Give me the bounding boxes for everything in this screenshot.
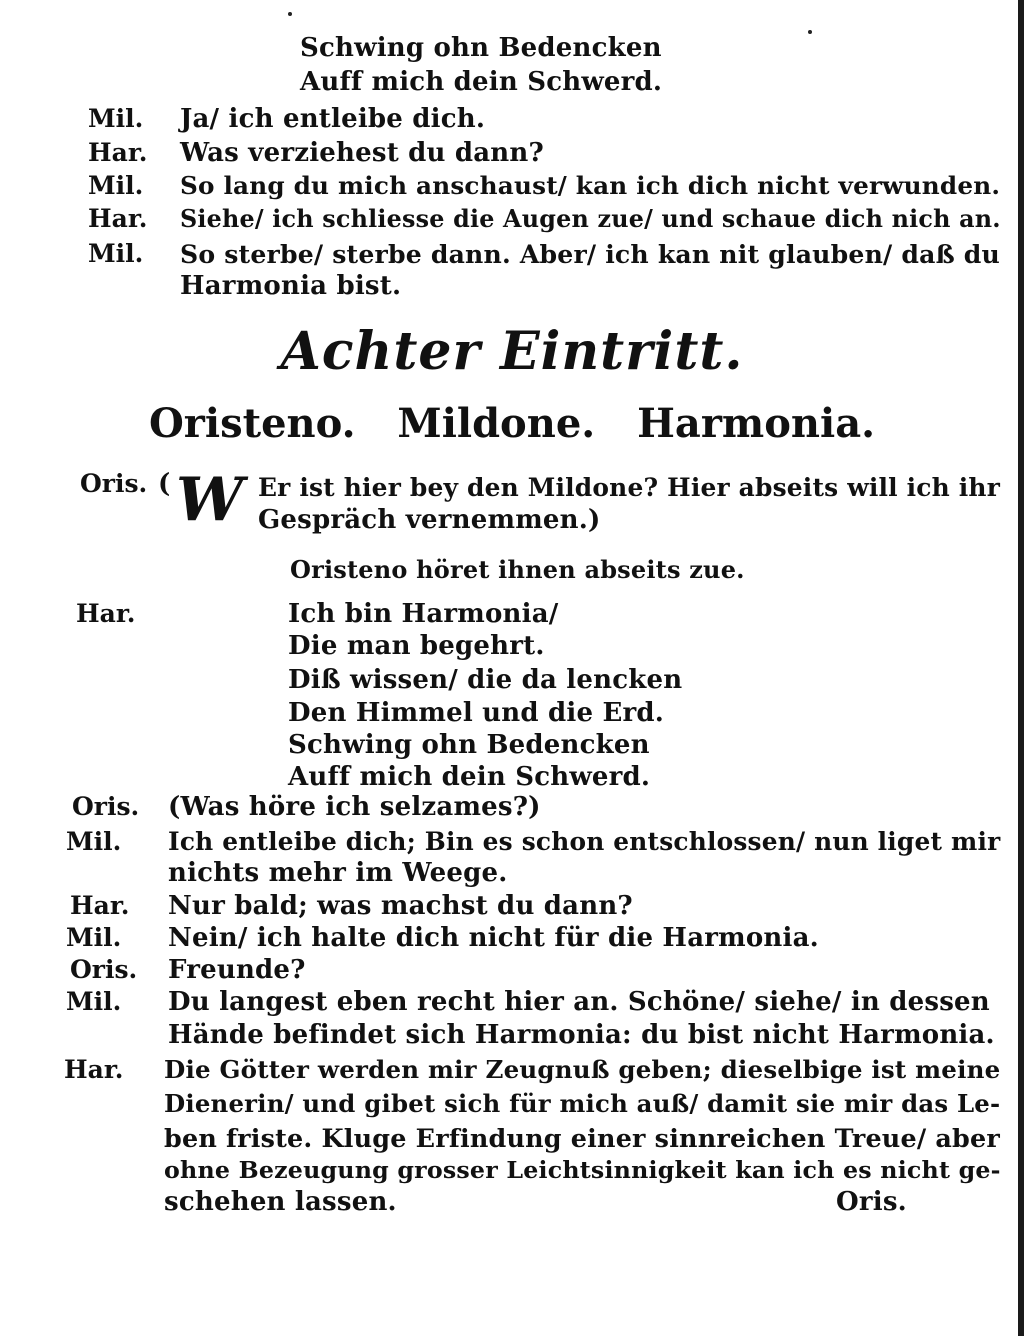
verse-line: Schwing ohn Bedencken <box>300 33 662 63</box>
verse-line: Auff mich dein Schwerd. <box>288 762 651 792</box>
dialogue-line: Harmonia bist. <box>180 271 402 301</box>
dramatis-personae: Oristeno. Mildone. Harmonia. <box>148 400 876 447</box>
dialogue-line: ohne Bezeugung grosser Leichtsinnigkeit kan ich es nicht ge- <box>164 1156 1001 1184</box>
speaker-label: Mil. <box>88 171 144 200</box>
dialogue-line: Hände befindet sich Harmonia: du bist nicht Harmonia. <box>168 1020 995 1050</box>
speaker-label: Har. <box>88 138 148 167</box>
dialogue-line: Ja/ ich entleibe dich. <box>180 104 486 134</box>
dialogue-line: nichts mehr im Weege. <box>168 858 508 888</box>
dialogue-line: Nein/ ich halte dich nicht für die Harmonia. <box>168 923 819 953</box>
dialogue-line: So sterbe/ sterbe dann. Aber/ ich kan nit glauben/ daß du <box>180 239 1001 269</box>
dialogue-line: Du langest eben recht hier an. Schöne/ siehe/ in dessen <box>168 987 990 1017</box>
speaker-label: Oris. <box>72 792 140 821</box>
dialogue-line: (Was höre ich selzames?) <box>168 792 541 822</box>
drop-cap-initial: W <box>176 465 244 535</box>
speaker-label: Mil. <box>66 987 122 1016</box>
dialogue-line: ben friste. Kluge Erfindung einer sinnreichen Treue/ aber <box>164 1123 1000 1153</box>
dialogue-line: Dienerin/ und gibet sich für mich auß/ damit sie mir das Le- <box>164 1089 1001 1118</box>
dialogue-line: schehen lassen. <box>164 1187 397 1217</box>
stage-direction: Oristeno höret ihnen abseits zue. <box>290 555 745 584</box>
speaker-label: Har. <box>70 891 130 920</box>
verse-line: Schwing ohn Bedencken <box>288 730 650 760</box>
dialogue-line: Was verziehest du dann? <box>180 138 544 168</box>
speaker-label: Oris. <box>70 955 138 984</box>
verse-line: Den Himmel und die Erd. <box>288 698 665 728</box>
dialogue-line: Freunde? <box>168 955 306 985</box>
speaker-label: Mil. <box>66 923 122 952</box>
ink-speck <box>288 12 292 16</box>
page-edge-shadow <box>1018 0 1024 1336</box>
dialogue-line: Er ist hier bey den Mildone? Hier abseits will ich ihr <box>258 473 1001 502</box>
verse-line: Auff mich dein Schwerd. <box>300 67 663 97</box>
speaker-label: Mil. <box>88 239 144 268</box>
dialogue-line: Siehe/ ich schliesse die Augen zue/ und schaue dich nich an. <box>180 205 1001 233</box>
dialogue-line: Nur bald; was machst du dann? <box>168 891 633 921</box>
verse-line: Ich bin Harmonia/ <box>288 599 559 629</box>
scene-title: Achter Eintritt. <box>280 321 744 382</box>
speaker-label: Oris. <box>80 469 148 498</box>
verse-line: Diß wissen/ die da lencken <box>288 665 683 695</box>
speaker-label: Mil. <box>88 104 144 133</box>
speaker-label: Mil. <box>66 827 122 856</box>
speaker-label: Har. <box>64 1055 124 1084</box>
ink-speck <box>808 30 812 34</box>
verse-line: Die man begehrt. <box>288 631 545 661</box>
dialogue-line: Gespräch vernemmen.) <box>258 505 601 535</box>
open-parenthesis: ( <box>158 469 171 499</box>
dialogue-line: Die Götter werden mir Zeugnuß geben; dieselbige ist meine <box>164 1055 1001 1084</box>
dialogue-line: Ich entleibe dich; Bin es schon entschlossen/ nun liget mir <box>168 827 1001 856</box>
speaker-label: Har. <box>88 204 148 233</box>
speaker-label: Har. <box>76 599 136 628</box>
catchword: Oris. <box>836 1187 907 1217</box>
dialogue-line: So lang du mich anschaust/ kan ich dich nicht verwunden. <box>180 171 1001 200</box>
